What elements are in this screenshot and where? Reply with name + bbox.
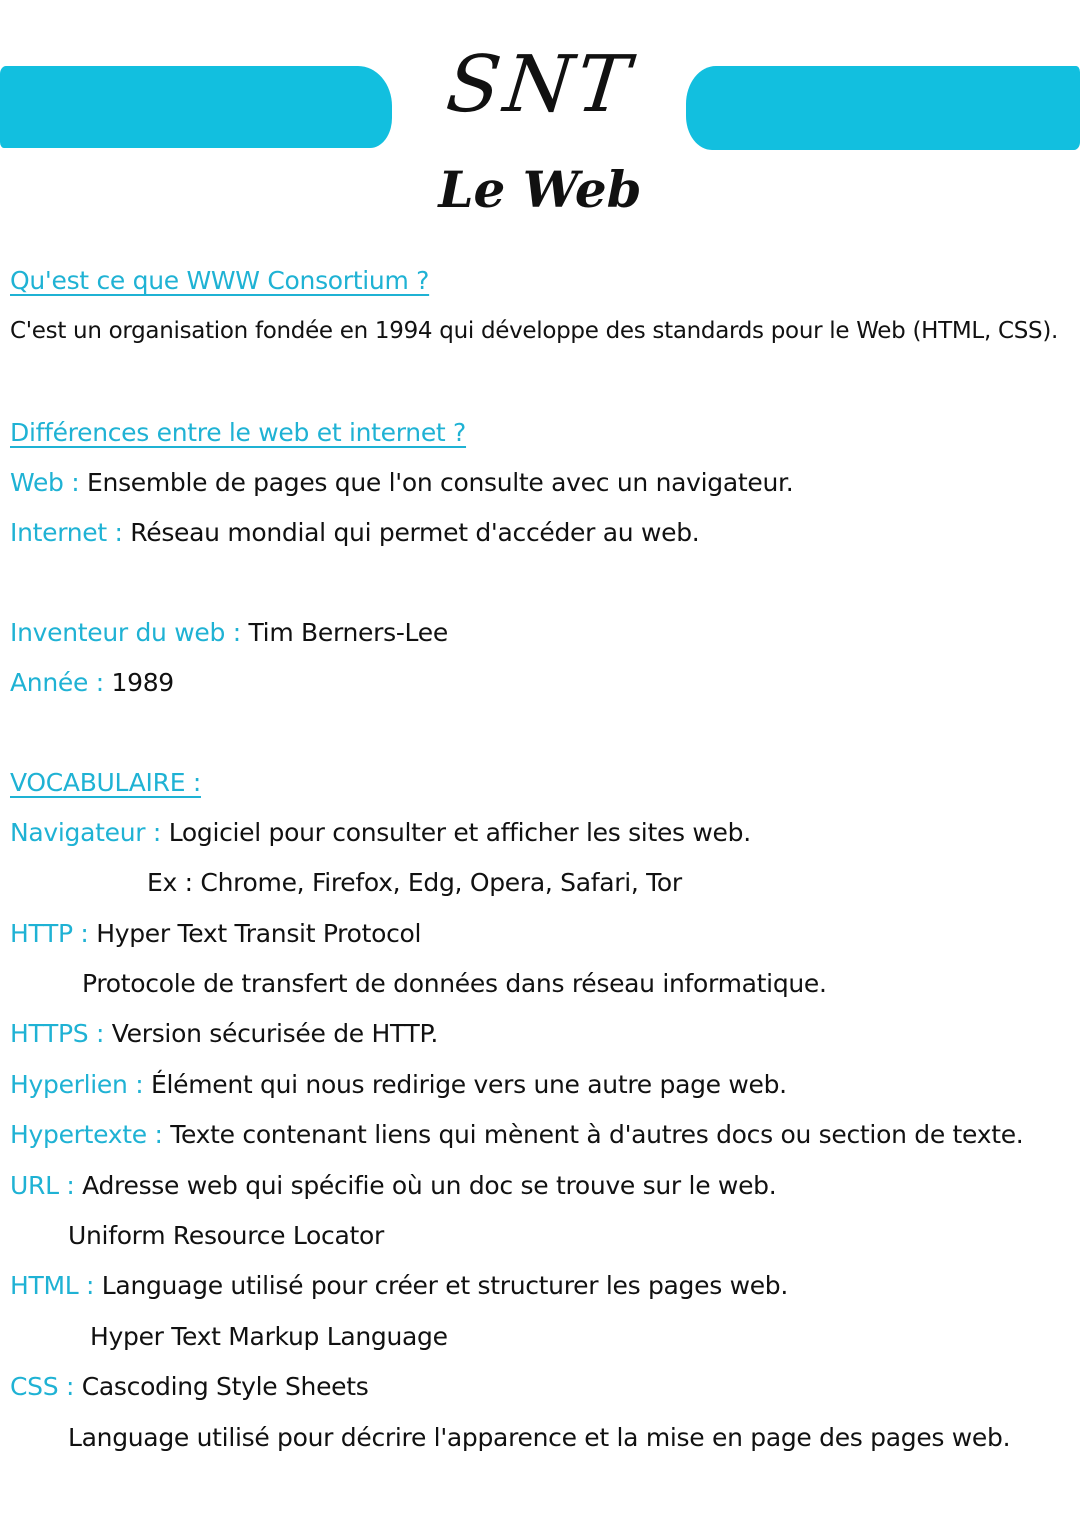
vocab-entry-css: CSS : Cascoding Style Sheets <box>10 1372 369 1401</box>
diff-question: Différences entre le web et internet ? <box>10 418 467 447</box>
vocab-term: HTTP <box>10 919 73 948</box>
vocabulary-heading: VOCABULAIRE : <box>10 768 201 797</box>
vocab-entry-hypertexte: Hypertexte : Texte contenant liens qui mènent à d'autres docs ou section de texte. <box>10 1120 1024 1149</box>
inventor-text: Tim Berners-Lee <box>248 618 448 647</box>
vocab-term: Hyperlien <box>10 1070 128 1099</box>
year-term: Année <box>10 668 89 697</box>
page-title: SNT <box>442 40 638 130</box>
vocab-extra: Language utilisé pour décrire l'apparence et la mise en page des pages web. <box>68 1423 1011 1452</box>
right-brush-stroke <box>686 66 1080 150</box>
vocab-entry-html: HTML : Language utilisé pour créer et structurer les pages web. <box>10 1271 789 1300</box>
year-line: Année : 1989 <box>10 668 174 697</box>
vocab-extra: Ex : Chrome, Firefox, Edg, Opera, Safari, Tor <box>147 868 682 897</box>
diff-text: Réseau mondial qui permet d'accéder au web. <box>130 518 700 547</box>
vocab-entry-https: HTTPS : Version sécurisée de HTTP. <box>10 1019 439 1048</box>
vocab-term: HTML <box>10 1271 79 1300</box>
diff-text: Ensemble de pages que l'on consulte avec un navigateur. <box>87 468 794 497</box>
vocab-term: Hypertexte <box>10 1120 147 1149</box>
diff-item-internet: Internet : Réseau mondial qui permet d'accéder au web. <box>10 518 700 547</box>
vocab-definition: Élément qui nous redirige vers une autre page web. <box>150 1070 787 1099</box>
w3c-answer: C'est un organisation fondée en 1994 qui développe des standards pour le Web (HTML, CSS). <box>10 318 1059 344</box>
diff-term: Internet <box>10 518 107 547</box>
year-text: 1989 <box>111 668 174 697</box>
vocab-extra: Uniform Resource Locator <box>68 1221 384 1250</box>
vocab-definition: Texte contenant liens qui mènent à d'autres docs ou section de texte. <box>170 1120 1024 1149</box>
inventor-term: Inventeur du web <box>10 618 226 647</box>
diff-term: Web <box>10 468 64 497</box>
diff-item-web: Web : Ensemble de pages que l'on consulte avec un navigateur. <box>10 468 794 497</box>
vocab-extra: Protocole de transfert de données dans réseau informatique. <box>82 969 827 998</box>
vocab-definition: Language utilisé pour créer et structurer les pages web. <box>101 1271 789 1300</box>
vocab-definition: Cascoding Style Sheets <box>81 1372 369 1401</box>
vocab-entry-http: HTTP : Hyper Text Transit Protocol <box>10 919 422 948</box>
vocab-term: CSS <box>10 1372 59 1401</box>
vocab-definition: Logiciel pour consulter et afficher les sites web. <box>168 818 751 847</box>
page-subtitle: Le Web <box>438 160 642 219</box>
vocab-definition: Version sécurisée de HTTP. <box>111 1019 439 1048</box>
vocab-definition: Adresse web qui spécifie où un doc se trouve sur le web. <box>82 1171 777 1200</box>
w3c-question: Qu'est ce que WWW Consortium ? <box>10 266 430 295</box>
vocab-term: HTTPS <box>10 1019 89 1048</box>
vocab-entry-hyperlien: Hyperlien : Élément qui nous redirige vers une autre page web. <box>10 1070 787 1099</box>
vocab-term: Navigateur <box>10 818 146 847</box>
vocab-entry-navigateur: Navigateur : Logiciel pour consulter et afficher les sites web. <box>10 818 751 847</box>
vocab-term: URL <box>10 1171 59 1200</box>
left-brush-stroke <box>0 66 392 148</box>
vocab-definition: Hyper Text Transit Protocol <box>96 919 422 948</box>
vocab-extra: Hyper Text Markup Language <box>90 1322 448 1351</box>
inventor-line: Inventeur du web : Tim Berners-Lee <box>10 618 448 647</box>
vocab-entry-url: URL : Adresse web qui spécifie où un doc se trouve sur le web. <box>10 1171 777 1200</box>
